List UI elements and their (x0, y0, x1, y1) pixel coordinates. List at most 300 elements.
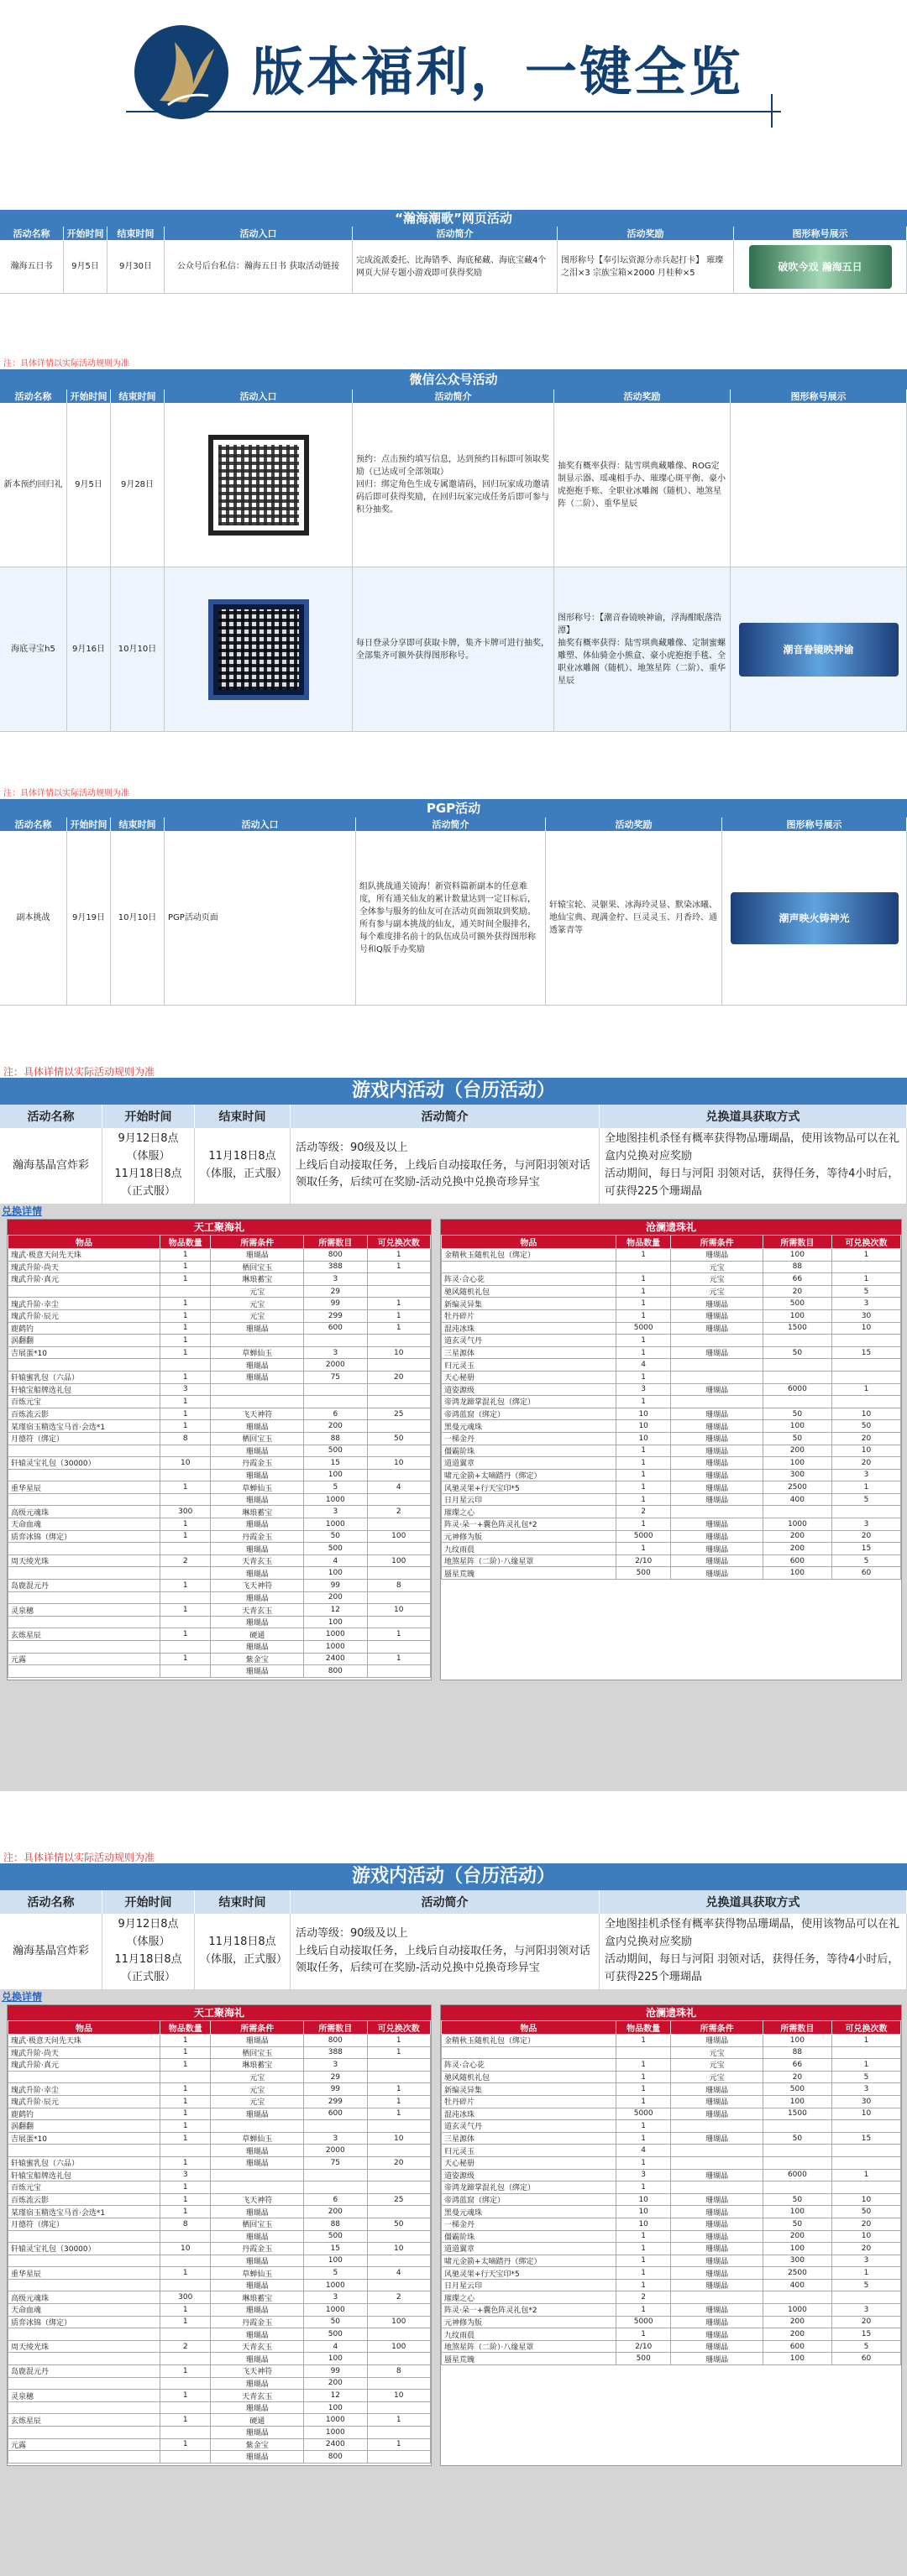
gift-table-title: 天工聚海礼 (8, 2005, 431, 2020)
gift-cell: 1 (160, 1518, 211, 1531)
gift-cell: 20 (367, 2156, 430, 2169)
header-cell: 结束时间 (195, 1890, 291, 1914)
gift-row (8, 2279, 431, 2291)
gift-row (442, 1567, 901, 1580)
gift-cell: 50 (831, 1420, 900, 1433)
gift-cell: 混沌冰珠 (442, 1322, 616, 1335)
table-header (0, 227, 907, 240)
gift-cell: 珊瑚晶 (671, 1554, 763, 1567)
gift-cell: 丹霞金玉 (211, 2243, 304, 2255)
activity-entry: 公众号后台私信：瀚海五日书 获取活动链接 (165, 240, 353, 293)
gift-cell: 草蝉仙玉 (211, 2132, 304, 2145)
gift-cell: 珊瑚晶 (671, 2243, 763, 2255)
gift-cell: 某瑾宿玉精选宝马首·会选*1 (8, 1420, 160, 1433)
gift-cell: 珊瑚晶 (211, 2377, 304, 2390)
gift-cell: 200 (763, 1445, 831, 1457)
gift-cell: 1000 (304, 1641, 367, 1654)
gift-cell: 岛鹿混元丹 (8, 2365, 160, 2378)
gift-row (442, 1543, 901, 1555)
gift-cell (304, 1396, 367, 1408)
gift-cell: 10 (831, 1322, 900, 1335)
gift-cell (367, 2328, 430, 2341)
gift-row (8, 1493, 431, 1506)
gift-cell: 三星源体 (442, 2132, 616, 2145)
gift-cell: 珊瑚晶 (211, 1469, 304, 1481)
gift-cell: 混沌冰珠 (442, 2108, 616, 2120)
gift-cell: 玄炼星辰 (8, 2414, 160, 2427)
gift-cell: 啸元金箭+太嘀踏丹（绑定） (442, 1469, 616, 1481)
gift-cell: 紫金宝 (211, 1653, 304, 1665)
gift-cell: 2400 (304, 1653, 367, 1665)
gift-cell: 1 (616, 2059, 671, 2072)
gift-row (442, 2193, 901, 2206)
gift-row (442, 1359, 901, 1372)
gift-cell: 珊瑚晶 (671, 2193, 763, 2206)
gift-cell (8, 2071, 160, 2083)
header-cell: 开始时间 (102, 1890, 195, 1914)
gift-cell (304, 1383, 367, 1396)
gift-cell (831, 1359, 900, 1372)
gift-cell: 珊瑚晶 (671, 2095, 763, 2108)
gift-cell: 30 (831, 1309, 900, 1322)
gift-cell: 1 (160, 2182, 211, 2194)
gift-cell: 草蝉仙玉 (211, 1346, 304, 1359)
gift-cell (211, 2120, 304, 2133)
gift-cell: 1 (616, 2182, 671, 2194)
gift-cell: 50 (831, 2206, 900, 2218)
end-date: 9月28日 (111, 403, 165, 567)
gift-row (8, 1518, 431, 1531)
gift-cell: 灵泉穗 (8, 1604, 160, 1617)
gift-cell: 高级元魂珠 (8, 2291, 160, 2304)
gift-cell (160, 1543, 211, 1555)
exchange-details-link[interactable]: 兑换详情 (2, 1991, 43, 2003)
gift-cell: 1 (367, 2095, 430, 2108)
gift-cell: 1 (616, 1285, 671, 1298)
gift-cell: 2 (367, 1506, 430, 1518)
gift-cell: 道道翼章 (442, 2243, 616, 2255)
gift-cell (831, 1396, 900, 1408)
gift-cell (671, 1506, 763, 1518)
gift-cell: 3 (831, 2255, 900, 2267)
gift-cell: 风驰灵果+行天宝印*5 (442, 1481, 616, 1494)
gift-cell: 1 (616, 2071, 671, 2083)
gift-cell: 1000 (763, 1518, 831, 1531)
gift-row (8, 1469, 431, 1481)
gift-cell: 1 (160, 1628, 211, 1641)
gift-row (442, 1371, 901, 1383)
activity-name: 瀚海五日书 (0, 240, 64, 293)
gift-cell: 200 (763, 2230, 831, 2243)
gift-cell: 100 (304, 1616, 367, 1628)
gift-cell: 1 (160, 1371, 211, 1383)
gift-cell (8, 2377, 160, 2390)
gift-cell: 5 (831, 2340, 900, 2353)
gift-cell (160, 1359, 211, 1372)
activity-reward: 轩辕宝轮、灵躯果、冰海玲灵显、默染冰曦、地仙宝典、现满金柠、巨灵灵玉、月香玲、通透篆青等 (546, 831, 722, 1005)
gift-cell: 金精秋玉随机礼包（绑定） (442, 2035, 616, 2047)
gift-cell (160, 1591, 211, 1604)
gift-cell: 珊瑚晶 (671, 1298, 763, 1310)
gift-cell: 珊瑚晶 (211, 1665, 304, 1678)
gift-row (442, 2083, 901, 2096)
gift-cell: 珊瑚晶 (671, 2328, 763, 2341)
gift-cell (160, 1616, 211, 1628)
gift-cell: 珊瑚晶 (671, 2316, 763, 2328)
gift-cell: 1 (160, 1346, 211, 1359)
activity-desc: 活动等级：90级及以上 上线后自动接取任务，上线后自动接取任务，与河阳羽领对话领取任务，后续可在奖励-活动兑换中兑换奇珍异宝 (291, 1128, 600, 1204)
gift-cell: 珊瑚晶 (211, 1249, 304, 1262)
gift-cell (304, 2169, 367, 2182)
gift-cell (367, 1641, 430, 1654)
gift-cell: 1 (160, 1604, 211, 1617)
table-row (0, 1128, 907, 1204)
gift-cell (442, 2046, 616, 2059)
gift-row (442, 2255, 901, 2267)
gift-cell: 500 (763, 1298, 831, 1310)
gift-cell: 瑰武升阶·真元 (8, 2059, 160, 2072)
gift-row (8, 2255, 431, 2267)
gift-cell: 299 (304, 1309, 367, 1322)
gift-cell: 瑰武升阶·辰元 (8, 1309, 160, 1322)
gift-row (8, 1591, 431, 1604)
gift-cell: 15 (304, 1457, 367, 1470)
gift-cell: 50 (304, 2316, 367, 2328)
gift-cell: 1 (616, 1346, 671, 1359)
gift-cell: 2 (367, 2291, 430, 2304)
gift-cell: 600 (763, 1554, 831, 1567)
gift-cell (831, 2120, 900, 2133)
header-cell: 开始时间 (67, 818, 111, 831)
gift-cell: 琳琅蓄宝 (211, 1506, 304, 1518)
gift-cell: 珊瑚晶 (211, 2304, 304, 2317)
gift-cell: 1 (160, 1249, 211, 1262)
gift-cell (8, 2353, 160, 2365)
gift-cell: 鹿鹤钓 (8, 1322, 160, 1335)
gift-cell: 1 (831, 1383, 900, 1396)
gift-cell (367, 1616, 430, 1628)
gift-cell: 50 (763, 2132, 831, 2145)
gift-row (8, 2035, 431, 2047)
gift-cell (367, 2255, 430, 2267)
gift-cell: 珊瑚晶 (211, 1543, 304, 1555)
gift-cell: 瑰武升阶·尚天 (8, 2046, 160, 2059)
gift-header-cell: 物品 (8, 2021, 160, 2035)
gift-cell: 周天绫光珠 (8, 1554, 160, 1567)
gift-cell (367, 2071, 430, 2083)
gift-cell: 30 (831, 2095, 900, 2108)
gift-cell (831, 2182, 900, 2194)
gift-cell (671, 2156, 763, 2169)
gift-cell: 200 (304, 2377, 367, 2390)
gift-cell: 日月星云印 (442, 1493, 616, 1506)
gift-cell (367, 2145, 430, 2157)
activity-entry: PGP活动页面 (165, 831, 356, 1005)
gift-cell: 某瑾宿玉精选宝马首·会选*1 (8, 2206, 160, 2218)
gift-cell: 3 (304, 2291, 367, 2304)
gift-cell (831, 2156, 900, 2169)
gift-row (442, 1249, 901, 1262)
gift-cell: 3 (616, 2169, 671, 2182)
gift-cell: 20 (763, 1285, 831, 1298)
gift-row (8, 2340, 431, 2353)
gift-row (442, 2230, 901, 2243)
section-title: 微信公众号活动 (0, 369, 907, 389)
gift-cell: 500 (304, 2328, 367, 2341)
gift-cell: 琳琅蓄宝 (211, 2291, 304, 2304)
header-cell: 结束时间 (111, 389, 165, 403)
gift-cell: 1 (831, 2169, 900, 2182)
gift-cell: 瑰武·极意天问先天珠 (8, 2035, 160, 2047)
gift-cell: 1 (616, 2255, 671, 2267)
gift-cell: 10 (367, 1457, 430, 1470)
gift-cell: 百炼流云影 (8, 1408, 160, 1420)
header-cell: 活动奖励 (558, 227, 734, 240)
gift-row (8, 2230, 431, 2243)
gift-cell: 岛鹿混元丹 (8, 1580, 160, 1592)
gift-cell: 1 (160, 1309, 211, 1322)
gift-cell (367, 2230, 430, 2243)
gift-cell: 10 (616, 2193, 671, 2206)
gift-cell: 100 (763, 2095, 831, 2108)
gift-cell: 珊瑚晶 (671, 2340, 763, 2353)
gift-cell: 100 (763, 2353, 831, 2365)
gift-cell: 元宝 (211, 1309, 304, 1322)
gift-cell: 1 (616, 2243, 671, 2255)
header-cell: 活动入口 (165, 818, 356, 831)
gift-cell: 元宝 (671, 2046, 763, 2059)
gift-cell: 珊瑚晶 (211, 2427, 304, 2439)
activity-desc: 组队挑战通关镜海！新资料篇新副本的任意难度，所有通关仙友的累计数量达到一定目标后，全体参与服务的仙友可在活动页面领取到奖励。所有参与副本挑战的仙友，通关时间全服排名，每个难度排名前十的队伍成员可额外获得图形称号和Q版手办奖励 (356, 831, 546, 1005)
gift-cell: 道姿源级 (442, 2169, 616, 2182)
gift-cell: 6 (304, 1408, 367, 1420)
gift-cell: 元宝 (671, 1285, 763, 1298)
end-date: 10月10日 (111, 567, 165, 731)
gift-cell: 珊瑚晶 (671, 2132, 763, 2145)
gift-cell: 300 (160, 2291, 211, 2304)
gift-cell (367, 1359, 430, 1372)
gift-cell: 12 (304, 1604, 367, 1617)
gift-row (8, 1567, 431, 1580)
gift-cell: 珊瑚晶 (211, 1322, 304, 1335)
gift-cell: 2/10 (616, 2340, 671, 2353)
gift-cell (160, 2230, 211, 2243)
gift-cell: 4 (304, 2340, 367, 2353)
gift-table-1 (7, 1219, 432, 1680)
gift-cell: 珊瑚晶 (211, 2230, 304, 2243)
gift-cell (367, 2120, 430, 2133)
gift-cell (8, 2451, 160, 2464)
gift-cell: 50 (367, 2218, 430, 2230)
gift-cell: 僵霸阶珠 (442, 1445, 616, 1457)
gift-cell: 1 (367, 2108, 430, 2120)
gift-row (442, 1396, 901, 1408)
gift-cell (367, 2279, 430, 2291)
gift-cell: 1 (367, 1249, 430, 1262)
gift-header-cell: 所需数目 (763, 2021, 831, 2035)
game-activity-section (0, 1078, 907, 1791)
gift-row (442, 1309, 901, 1322)
gift-cell: 重华星辰 (8, 2267, 160, 2280)
header-cell: 活动名称 (0, 1105, 102, 1128)
title-underline (126, 111, 781, 112)
gift-cell: 珊瑚晶 (671, 1469, 763, 1481)
gift-cell: 50 (763, 1432, 831, 1445)
gift-cell (304, 1335, 367, 1347)
gift-cell: 5 (831, 1285, 900, 1298)
gift-cell: 珊瑚晶 (671, 1518, 763, 1531)
gift-cell: 1 (160, 1653, 211, 1665)
gift-cell: 10 (367, 2243, 430, 2255)
gift-cell: 轩辕灵宝礼包（30000） (8, 2243, 160, 2255)
gift-cell: 元宝 (211, 1298, 304, 1310)
gift-cell: 珊瑚晶 (671, 1346, 763, 1359)
gift-table-1 (7, 2004, 432, 2466)
gift-cell: 15 (831, 2132, 900, 2145)
gift-cell: 珊瑚晶 (671, 2035, 763, 2047)
gift-cell: 牡丹碎片 (442, 2095, 616, 2108)
gift-cell: 500 (763, 2083, 831, 2096)
gift-cell (160, 2427, 211, 2439)
gift-cell: 1 (160, 2316, 211, 2328)
gift-cell: 新编灵异集 (442, 1298, 616, 1310)
gift-cell: 29 (304, 2071, 367, 2083)
gift-cell (671, 1335, 763, 1347)
gift-cell (367, 1591, 430, 1604)
gift-row (442, 2304, 901, 2317)
gift-cell: 1 (616, 2279, 671, 2291)
gift-row (8, 1322, 431, 1335)
gift-cell: 1 (616, 2267, 671, 2280)
gift-cell: 200 (304, 2206, 367, 2218)
activity-desc: 预约：点击预约填写信息，达到预约目标即可领取奖励（已达成可全部领取） 回归：绑定角色生成专属邀请码，回归玩家成功邀请码后即可获得奖励，在回归玩家完成任务后即可参与积分抽奖。 (353, 403, 554, 567)
gift-row (442, 2243, 901, 2255)
gift-row (442, 2059, 901, 2072)
gift-cell (367, 2353, 430, 2365)
gift-cell: 1 (616, 2095, 671, 2108)
gift-cell: 200 (763, 2328, 831, 2341)
gift-row (8, 2182, 431, 2194)
gift-row (8, 1396, 431, 1408)
gift-cell: 牡丹碎片 (442, 1309, 616, 1322)
gift-cell: 1 (616, 1457, 671, 1470)
gift-row (8, 2071, 431, 2083)
gift-cell: 1 (831, 2267, 900, 2280)
gift-cell: 2500 (763, 2267, 831, 2280)
gift-cell: 一梯金丹 (442, 1432, 616, 1445)
gift-row (8, 1432, 431, 1445)
gift-cell: 栖回宝玉 (211, 1432, 304, 1445)
activity-desc: 完成流派委托、比海错季、海底秘藏、海底宝藏4个网页大屏专题小游戏即可获得奖励 (353, 240, 558, 293)
gift-cell: 1 (160, 2267, 211, 2280)
gift-cell: 100 (763, 1249, 831, 1262)
gift-cell: 珊瑚晶 (671, 1309, 763, 1322)
gift-cell: 草蝉仙玉 (211, 1481, 304, 1494)
gift-cell (8, 1543, 160, 1555)
gift-cell: 瑰武升阶·辰元 (8, 2095, 160, 2108)
end-date: 9月30日 (107, 240, 165, 293)
gift-cell: 1 (160, 1273, 211, 1286)
gift-cell: 200 (763, 1543, 831, 1555)
gift-header-cell: 可兑换次数 (831, 1236, 900, 1249)
section-title: PGP活动 (0, 799, 907, 818)
gift-cell (8, 1445, 160, 1457)
gift-cell (367, 1285, 430, 1298)
gift-cell: 瑰武升阶·幸尘 (8, 2083, 160, 2096)
gift-row (442, 1432, 901, 1445)
gift-cell: 100 (367, 1554, 430, 1567)
gift-cell: 鹿鹤钓 (8, 2108, 160, 2120)
title-banner: 潮音眷镜映神谕 (739, 623, 899, 677)
gift-cell: 轩辕蜜乳包（六品） (8, 1371, 160, 1383)
exchange-details-link[interactable]: 兑换详情 (2, 1205, 43, 1217)
header-cell: 活动简介 (356, 818, 546, 831)
gift-cell: 1 (160, 1580, 211, 1592)
gift-cell: 10 (831, 1445, 900, 1457)
gift-cell: 1 (831, 2059, 900, 2072)
gift-row (8, 2193, 431, 2206)
rules-note: 注：具体详情以实际活动规则为准 (3, 359, 129, 368)
gift-cell: 元神修为版 (442, 1530, 616, 1543)
gift-cell: 1 (160, 2365, 211, 2378)
gift-header-cell: 所需数目 (304, 2021, 367, 2035)
gift-cell: 珊瑚晶 (211, 2353, 304, 2365)
gift-cell: 12 (304, 2390, 367, 2402)
gift-cell: 珊瑚晶 (671, 2206, 763, 2218)
gift-cell: 珊瑚晶 (671, 1420, 763, 1433)
gift-cell: 丹霞金玉 (211, 2316, 304, 2328)
gift-cell: 299 (304, 2095, 367, 2108)
gift-cell: 瑰武升阶·尚天 (8, 1261, 160, 1273)
gift-cell (160, 2451, 211, 2464)
gift-cell: 100 (763, 2243, 831, 2255)
gift-cell: 5 (831, 1554, 900, 1567)
gift-row (8, 2451, 431, 2464)
logo-emblem (134, 25, 228, 119)
gift-row (8, 1628, 431, 1641)
gift-cell: 天青玄玉 (211, 2390, 304, 2402)
gift-cell (211, 1383, 304, 1396)
gift-row (442, 1261, 901, 1273)
gift-cell: 珊瑚晶 (671, 1457, 763, 1470)
qr-code[interactable] (208, 435, 309, 536)
gift-row (442, 2316, 901, 2328)
gift-row (8, 1335, 431, 1347)
gift-cell: 10 (616, 1420, 671, 1433)
gift-cell (160, 2279, 211, 2291)
gift-cell: 僵霸阶珠 (442, 2230, 616, 2243)
gift-row (442, 2267, 901, 2280)
qr-code[interactable] (208, 599, 309, 700)
gift-cell: 200 (304, 1591, 367, 1604)
gift-cell (160, 1493, 211, 1506)
gift-row (8, 2083, 431, 2096)
gift-cell: 1 (160, 2132, 211, 2145)
gift-cell: 珊瑚晶 (671, 1432, 763, 1445)
gift-header-cell: 所需数目 (763, 1236, 831, 1249)
gift-cell: 8 (160, 1432, 211, 1445)
gift-cell: 2500 (763, 1481, 831, 1494)
gift-cell: 50 (763, 1408, 831, 1420)
gift-cell: 驰风随机礼包 (442, 2071, 616, 2083)
gift-cell: 珊瑚晶 (671, 2108, 763, 2120)
gift-cell (8, 1591, 160, 1604)
gift-cell: 1 (160, 2414, 211, 2427)
table-header (0, 1890, 907, 1914)
gift-cell: 1 (160, 1261, 211, 1273)
gift-cell: 飞天神符 (211, 2365, 304, 2378)
gift-cell: 1 (616, 1335, 671, 1347)
